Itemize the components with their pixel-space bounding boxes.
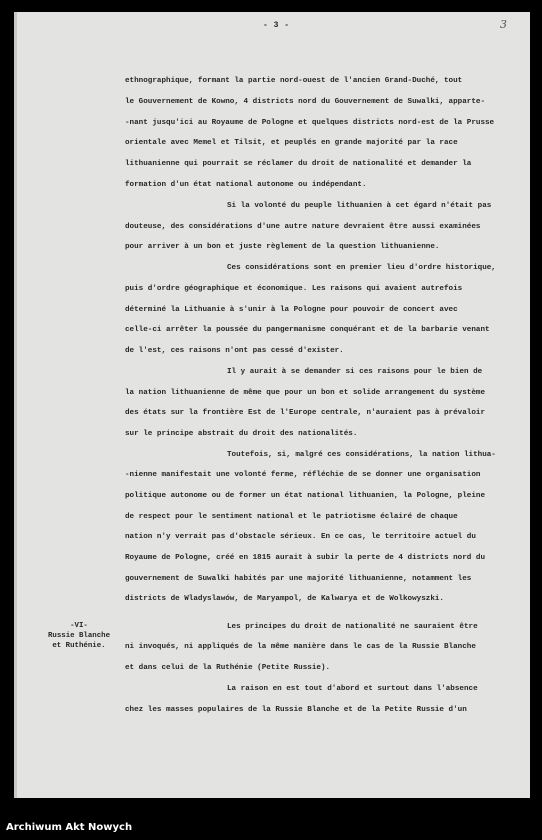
text-line: de l'est, ces raisons n'ont pas cessé d'exister. <box>125 347 344 355</box>
margin-section-heading <box>43 621 115 651</box>
section-number: -VI- <box>70 622 88 630</box>
archive-label: Archiwum Akt Nowych <box>6 822 133 833</box>
text-line: pour arriver à un bon et juste règlement de la question lithuanienne. <box>125 243 440 251</box>
text-line: orientale avec Memel et Tilsit, et peuplés en grande majorité par la race <box>125 139 458 147</box>
text-line: Royaume de Pologne, créé en 1815 aurait à subir la perte de 4 districts nord du <box>125 554 486 562</box>
section-title-line: Russie Blanche <box>47 632 111 640</box>
text-line: douteuse, des considérations d'une autre nature devraient être aussi examinées <box>125 223 481 231</box>
text-line: gouvernement de Suwalki habités par une majorité lithuanienne, notamment les <box>125 575 472 583</box>
text-line: ethnographique, formant la partie nord-ouest de l'ancien Grand-Duché, tout <box>125 77 463 85</box>
text-line: Il y aurait à se demander si ces raisons pour le bien de <box>227 368 483 376</box>
text-line: ni invoqués, ni appliqués de la même manière dans le cas de la Russie Blanche <box>125 643 476 651</box>
text-line: et dans celui de la Ruthénie (Petite Russie). <box>125 664 331 672</box>
text-line: La raison en est tout d'abord et surtout dans l'absence <box>227 685 478 693</box>
pencil-page-number: 3 <box>500 18 507 31</box>
text-line: le Gouvernement de Kowno, 4 districts nord du Gouvernement de Suwalki, apparte- <box>125 98 486 106</box>
document-page <box>14 12 530 798</box>
text-line: Ces considérations sont en premier lieu d'ordre historique, <box>227 264 496 272</box>
text-line: Toutefois, si, malgré ces considérations, la nation lithua- <box>227 451 496 459</box>
text-line: des états sur la frontière Est de l'Europe centrale, n'auraient pas à prévaloir <box>125 409 486 417</box>
text-line: Les principes du droit de nationalité ne sauraient être <box>227 623 478 631</box>
text-line: lithuanienne qui pourrait se réclamer du droit de nationalité et demander la <box>125 160 472 168</box>
text-line: formation d'un état national autonome ou indépendant. <box>125 181 367 189</box>
text-line: de respect pour le sentiment national et le patriotisme éclairé de chaque <box>125 513 458 521</box>
text-line: Si la volonté du peuple lithuanien à cet égard n'était pas <box>227 202 492 210</box>
text-line: sur le principe abstrait du droit des nationalités. <box>125 430 358 438</box>
text-line: la nation lithuanienne de même que pour un bon et solide arrangement du système <box>125 389 486 397</box>
text-line: districts de Wladyslawów, de Maryampol, de Kalwarya et de Wolkowyszki. <box>125 595 444 603</box>
text-line: politique autonome ou de former un état national lithuanien, la Pologne, pleine <box>125 492 486 500</box>
text-line: puis d'ordre géographique et économique. Les raisons qui avaient autrefois <box>125 285 463 293</box>
section-title-line: et Ruthénie. <box>52 642 106 650</box>
text-line: -nant jusqu'ici au Royaume de Pologne et quelques districts nord-est de la Prusse <box>125 119 495 127</box>
text-line: nation n'y verrait pas d'obstacle sérieux. En ce cas, le territoire actuel du <box>125 533 476 541</box>
text-line: déterminé la Lithuanie à s'unir à la Pologne pour pouvoir de concert avec <box>125 306 458 314</box>
text-line: chez les masses populaires de la Russie Blanche et de la Petite Russie d'un <box>125 706 467 714</box>
text-line: celle-ci arrêter la poussée du pangermanisme conquérant et de la barbarie venant <box>125 326 490 334</box>
page-number: - 3 - <box>263 21 290 30</box>
text-line: -nienne manifestait une volonté ferme, réfléchie de se donner une organisation <box>125 471 481 479</box>
